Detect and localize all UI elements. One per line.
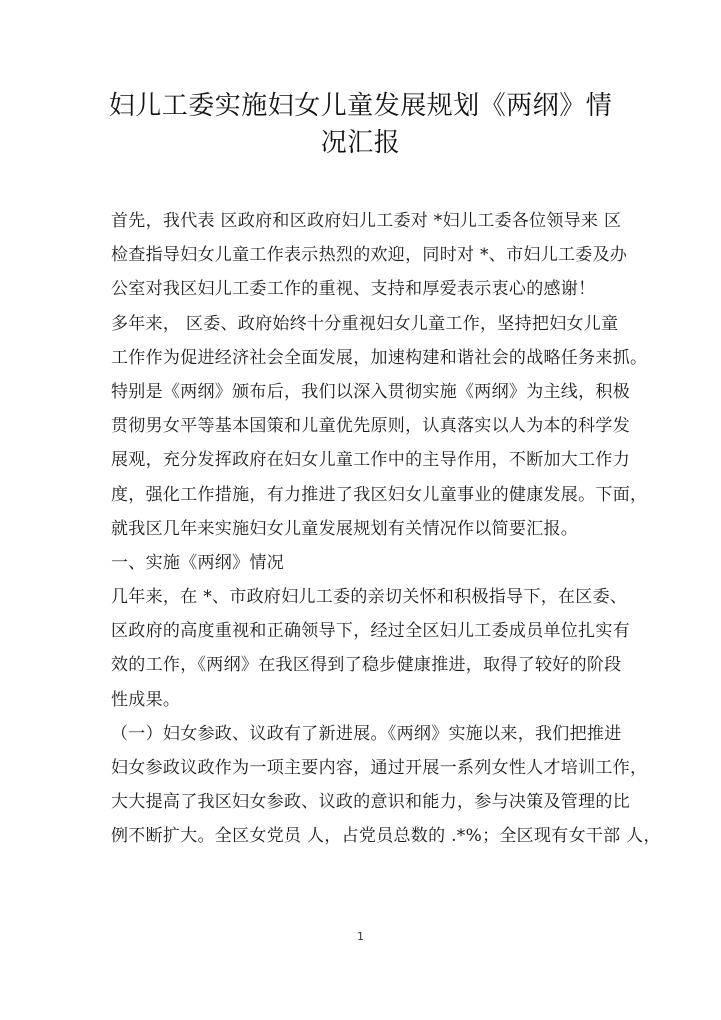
- body-line: 大大提高了我区妇女参政、议政的意识和能力，参与决策及管理的比: [111, 792, 630, 813]
- body-line: 就我区几年来实施妇女儿童发展规划有关情况作以简要汇报。: [111, 518, 579, 539]
- body-line: 几年来，在 *、市政府妇儿工委的亲切关怀和积极指导下，在区委、: [111, 587, 628, 608]
- body-line: 多年来， 区委、政府始终十分重视妇女儿童工作，坚持把妇女儿童: [111, 313, 619, 334]
- body-line: 贯彻男女平等基本国策和儿童优先原则，认真落实以人为本的科学发: [111, 416, 630, 437]
- title-line: 妇儿工委实施妇女儿童发展规划《两纲》情: [108, 91, 613, 121]
- body-line: 检查指导妇女儿童工作表示热烈的欢迎，同时对 *、市妇儿工委及办: [111, 245, 628, 266]
- body-line: 妇女参政议政作为一项主要内容，通过开展一系列女性人才培训工作，: [111, 758, 648, 778]
- section-heading: 一、实施《两纲》情况: [111, 552, 284, 573]
- subsection-line: （一）妇女参政、议政有了新进展。《两纲》实施以来，我们把推进: [111, 723, 622, 744]
- body-line: 特别是《两纲》颁布后，我们以深入贯彻实施《两纲》为主线，积极: [111, 381, 630, 402]
- body-line: 区政府的高度重视和正确领导下，经过全区妇儿工委成员单位扎实有: [111, 621, 630, 642]
- title-line: 况汇报: [320, 128, 401, 158]
- body-line: 展观，充分发挥政府在妇女儿童工作中的主导作用，不断加大工作力: [111, 450, 630, 471]
- body-line: 工作作为促进经济社会全面发展，加速构建和谐社会的战略任务来抓。: [111, 347, 648, 368]
- body-line: 首先，我代表 区政府和区政府妇儿工委对 *妇儿工委各位领导来 区: [111, 211, 622, 231]
- page-number: 1: [357, 930, 364, 943]
- body-line: 性成果。: [111, 689, 181, 710]
- document-title: [100, 88, 621, 162]
- body-line: 公室对我区妇儿工委工作的重视、支持和厚爱表示衷心的感谢！: [111, 279, 596, 300]
- body-line: 效的工作，《两纲》在我区得到了稳步健康推进，取得了较好的阶段: [111, 655, 622, 676]
- document-body: [111, 204, 661, 854]
- body-line: 例不断扩大。全区女党员 人，占党员总数的 .*%；全区现有女干部 人，: [111, 826, 661, 847]
- body-line: 度，强化工作措施，有力推进了我区妇女儿童事业的健康发展。下面，: [111, 484, 648, 505]
